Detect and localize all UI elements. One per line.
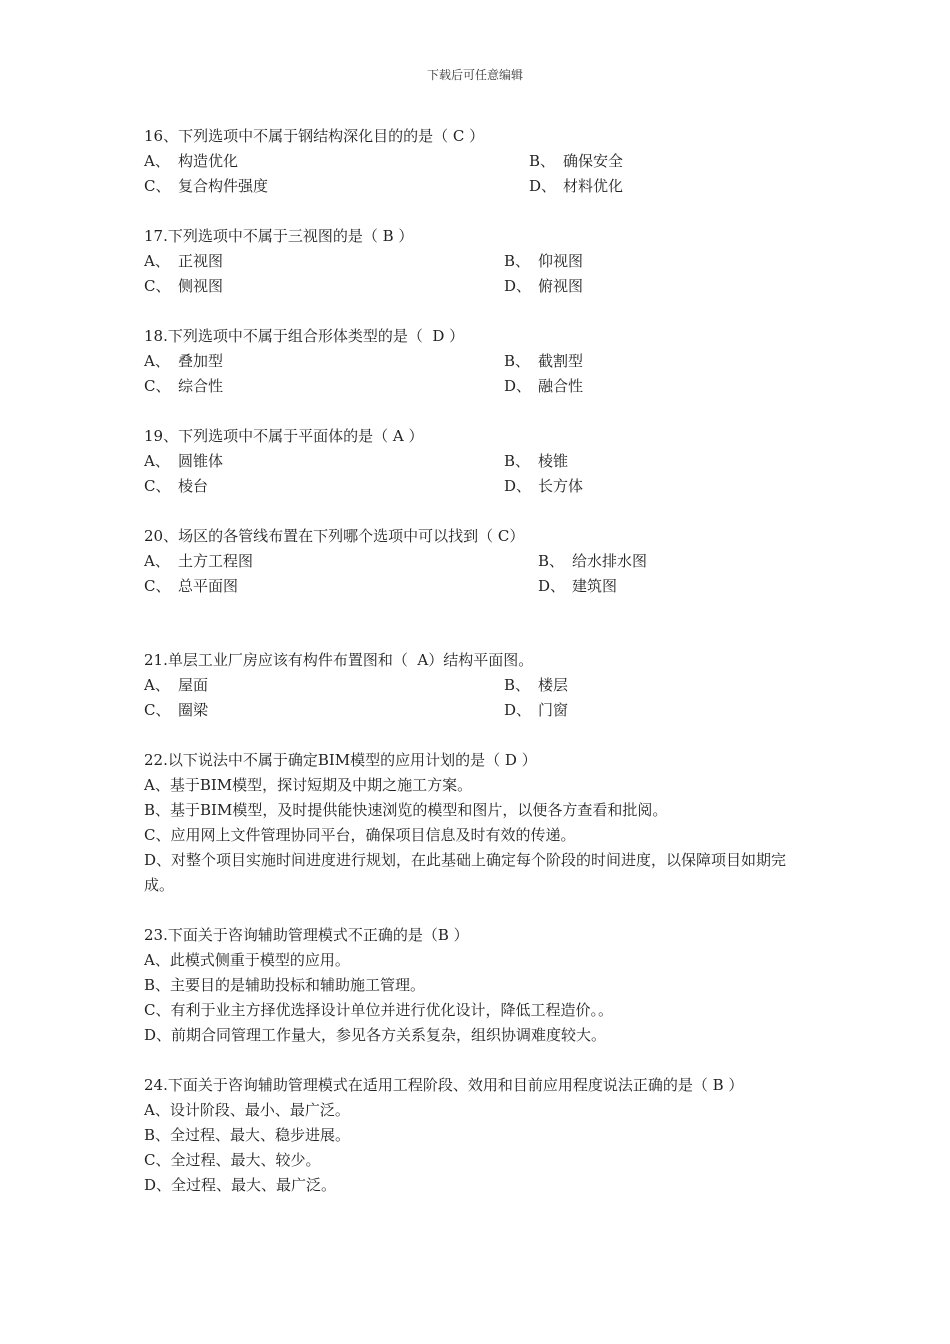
option-text: 仰视图 — [538, 252, 584, 270]
option-row — [144, 574, 816, 599]
option-d — [504, 274, 583, 299]
option-text: 屋面 — [178, 676, 209, 694]
option-a — [144, 549, 253, 574]
option-letter: D、 — [504, 701, 532, 719]
options — [144, 249, 816, 299]
option-text: 正视图 — [178, 252, 224, 270]
option-row — [144, 174, 816, 199]
option-text: 构造优化 — [178, 152, 239, 170]
question-list — [144, 124, 816, 1198]
question-stem: 16、下列选项中不属于钢结构深化目的的是（ C ） — [144, 127, 485, 145]
option-row — [144, 374, 816, 399]
option-row — [144, 274, 816, 299]
answer-line-d: D、对整个项目实施时间进度进行规划，在此基础上确定每个阶段的时间进度，以保障项目如期完成。 — [144, 851, 787, 894]
answer-line-d: D、全过程、最大、最广泛。 — [144, 1176, 337, 1194]
option-d — [504, 698, 568, 723]
option-row — [144, 474, 816, 499]
option-text: 棱台 — [178, 477, 209, 495]
option-letter: A、 — [144, 452, 170, 470]
question-stem: 21.单层工业厂房应该有构件布置图和（ A）结构平面图。 — [144, 651, 534, 669]
question-stem: 22.以下说法中不属于确定BIM模型的应用计划的是（ D ） — [144, 751, 537, 769]
answer-line-d: D、前期合同管理工作量大，参见各方关系复杂，组织协调难度较大。 — [144, 1026, 607, 1044]
question-24 — [144, 1073, 816, 1198]
option-text: 土方工程图 — [178, 552, 254, 570]
option-row — [144, 149, 816, 174]
option-a — [144, 673, 208, 698]
option-letter: B、 — [504, 452, 531, 470]
option-row — [144, 698, 816, 723]
option-text: 圆锥体 — [178, 452, 224, 470]
option-letter: A、 — [144, 152, 170, 170]
option-c — [144, 174, 268, 199]
option-letter: C、 — [144, 377, 171, 395]
question-16 — [144, 124, 816, 199]
option-row — [144, 449, 816, 474]
option-text: 给水排水图 — [572, 552, 648, 570]
option-row — [144, 673, 816, 698]
question-20 — [144, 524, 816, 599]
option-letter: D、 — [538, 577, 566, 595]
option-c — [144, 274, 223, 299]
option-text: 材料优化 — [563, 177, 624, 195]
options — [144, 349, 816, 399]
question-23 — [144, 923, 816, 1048]
question-stem: 20、场区的各管线布置在下列哪个选项中可以找到（ C） — [144, 527, 525, 545]
option-text: 楼层 — [538, 676, 569, 694]
answer-line-c: C、有利于业主方择优选择设计单位并进行优化设计，降低工程造价。。 — [144, 1001, 613, 1019]
option-b — [504, 349, 583, 374]
option-text: 长方体 — [538, 477, 584, 495]
option-a — [144, 149, 238, 174]
question-22 — [144, 748, 816, 898]
option-d — [504, 474, 583, 499]
option-text: 确保安全 — [563, 152, 624, 170]
options — [144, 549, 816, 599]
option-text: 俯视图 — [538, 277, 584, 295]
answer-line-a: A、此模式侧重于模型的应用。 — [144, 951, 350, 969]
answer-line-b: B、全过程、最大、稳步进展。 — [144, 1126, 351, 1144]
option-b — [538, 549, 647, 574]
option-letter: D、 — [504, 277, 532, 295]
option-text: 复合构件强度 — [178, 177, 269, 195]
question-21 — [144, 648, 816, 723]
option-letter: C、 — [144, 177, 171, 195]
option-letter: A、 — [144, 676, 170, 694]
option-letter: C、 — [144, 701, 171, 719]
question-19 — [144, 424, 816, 499]
option-letter: C、 — [144, 277, 171, 295]
question-stem: 18.下列选项中不属于组合形体类型的是（ D ） — [144, 327, 465, 345]
option-text: 建筑图 — [572, 577, 618, 595]
question-17 — [144, 224, 816, 299]
option-c — [144, 474, 208, 499]
option-row — [144, 349, 816, 374]
option-text: 综合性 — [178, 377, 224, 395]
options — [144, 149, 816, 199]
option-a — [144, 349, 223, 374]
option-letter: C、 — [144, 577, 171, 595]
option-text: 门窗 — [538, 701, 569, 719]
answer-line-c: C、应用网上文件管理协同平台，确保项目信息及时有效的传递。 — [144, 826, 576, 844]
answer-line-b: B、主要目的是辅助投标和辅助施工管理。 — [144, 976, 426, 994]
options — [144, 673, 816, 723]
question-stem: 23.下面关于咨询辅助管理模式不正确的是（B ） — [144, 926, 469, 944]
option-letter: B、 — [538, 552, 565, 570]
question-18 — [144, 324, 816, 399]
option-c — [144, 574, 238, 599]
option-letter: A、 — [144, 252, 170, 270]
question-stem: 24.下面关于咨询辅助管理模式在适用工程阶段、效用和目前应用程度说法正确的是（ B ） — [144, 1076, 744, 1094]
options — [144, 449, 816, 499]
answer-line-b: B、基于BIM模型，及时提供能快速浏览的模型和图片，以便各方查看和批阅。 — [144, 801, 668, 819]
option-letter: D、 — [504, 477, 532, 495]
option-b — [529, 149, 623, 174]
option-d — [504, 374, 583, 399]
answer-line-a: A、设计阶段、最小、最广泛。 — [144, 1101, 350, 1119]
option-b — [504, 249, 583, 274]
option-text: 总平面图 — [178, 577, 239, 595]
option-letter: B、 — [529, 152, 556, 170]
option-letter: A、 — [144, 552, 170, 570]
option-d — [538, 574, 617, 599]
option-b — [504, 673, 568, 698]
page-header: 下载后可任意编辑 — [426, 68, 523, 82]
option-letter: B、 — [504, 252, 531, 270]
option-letter: C、 — [144, 477, 171, 495]
option-letter: B、 — [504, 676, 531, 694]
answer-line-a: A、基于BIM模型，探讨短期及中期之施工方案。 — [144, 776, 473, 794]
option-letter: A、 — [144, 352, 170, 370]
option-c — [144, 698, 208, 723]
option-b — [504, 449, 568, 474]
option-text: 截割型 — [538, 352, 584, 370]
option-letter: D、 — [504, 377, 532, 395]
option-row — [144, 249, 816, 274]
option-text: 侧视图 — [178, 277, 224, 295]
option-text: 叠加型 — [178, 352, 224, 370]
option-a — [144, 449, 223, 474]
option-letter: D、 — [529, 177, 557, 195]
option-letter: B、 — [504, 352, 531, 370]
question-stem: 17.下列选项中不属于三视图的是（ B ） — [144, 227, 414, 245]
option-row — [144, 549, 816, 574]
answer-line-c: C、全过程、最大、较少。 — [144, 1151, 321, 1169]
option-d — [529, 174, 623, 199]
option-text: 圈梁 — [178, 701, 209, 719]
option-a — [144, 249, 223, 274]
option-text: 棱锥 — [538, 452, 569, 470]
option-c — [144, 374, 223, 399]
option-text: 融合性 — [538, 377, 584, 395]
question-stem: 19、下列选项中不属于平面体的是（ A ） — [144, 427, 424, 445]
